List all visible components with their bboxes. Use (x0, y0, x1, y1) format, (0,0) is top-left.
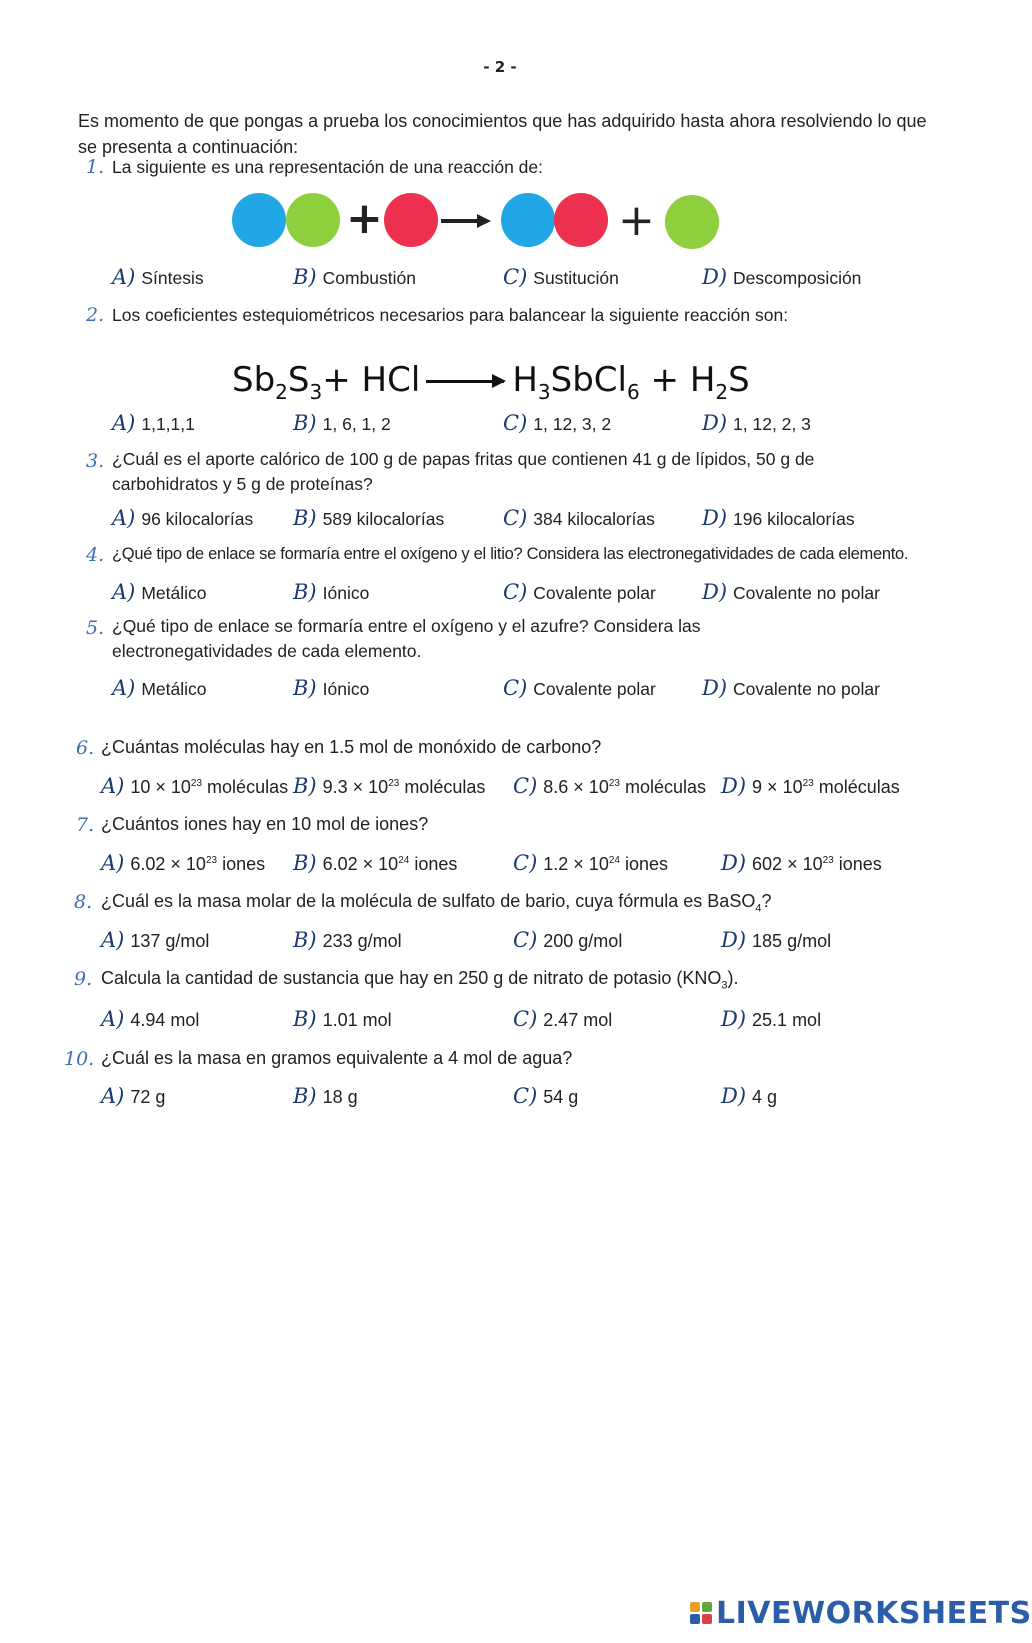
logo-text: LIVEWORKSHEETS (716, 1595, 1032, 1631)
option-a[interactable]: A) 1,1,1,1 (112, 411, 195, 435)
question-text: La siguiente es una representación de una reacción de: (112, 157, 543, 177)
chemical-equation: $Sb_2S_3+$ HCl $H_3SbCl_6 + H_2S$ (232, 360, 750, 404)
question-text: Calcula la cantidad de sustancia que hay en 250 g de nitrato de potasio $(KNO_3)$. (101, 968, 739, 992)
question-number: 3. (86, 450, 105, 472)
option-d[interactable]: D) Covalente no polar (702, 676, 880, 700)
option-c[interactable]: C) $8.6 \times 10^{23}$ moléculas (513, 774, 706, 798)
option-a[interactable]: A) 4.94 mol (101, 1007, 200, 1031)
option-d[interactable]: D) 25.1 mol (721, 1007, 822, 1031)
question-number: 9. (74, 968, 93, 990)
question-number: 2. (86, 304, 105, 326)
option-a[interactable]: A) 137 g/mol (101, 928, 210, 952)
green-atom (286, 193, 340, 247)
green-atom (665, 195, 719, 249)
red-atom (384, 193, 438, 247)
option-d[interactable]: D) 4 g (721, 1084, 778, 1108)
question-number: 4. (86, 544, 105, 566)
option-c[interactable]: C) 1, 12, 3, 2 (503, 411, 612, 435)
option-a[interactable]: A) Síntesis (112, 265, 204, 289)
option-b[interactable]: B) Combustión (293, 265, 417, 289)
option-c[interactable]: C) 384 kilocalorías (503, 506, 655, 530)
option-b[interactable]: B) $6.02 \times 10^{24}$ iones (293, 851, 458, 875)
option-c[interactable]: C) Covalente polar (503, 676, 656, 700)
option-c[interactable]: C) 200 g/mol (513, 928, 623, 952)
logo-icon (690, 1602, 712, 1624)
page-number: - 2 - (483, 58, 517, 76)
question-text: ¿Cuál es la masa molar de la molécula de sulfato de bario, cuya fórmula es BaSO$_4$? (101, 891, 772, 915)
question-number: 7. (76, 814, 95, 836)
option-b[interactable]: B) Iónico (293, 676, 370, 700)
option-d[interactable]: D) Descomposición (702, 265, 862, 289)
option-c[interactable]: C) $1.2 \times 10^{24}$ iones (513, 851, 668, 875)
blue-atom (232, 193, 286, 247)
intro-text: Es momento de que pongas a prueba los conocimientos que has adquirido hasta ahora resolviendo lo que se presenta a continuación: (78, 111, 927, 157)
option-b[interactable]: B) 1, 6, 1, 2 (293, 411, 391, 435)
option-d[interactable]: D) 1, 12, 2, 3 (702, 411, 811, 435)
reaction-diagram (225, 188, 725, 252)
option-c[interactable]: C) Sustitución (503, 265, 619, 289)
option-d[interactable]: D) 196 kilocalorías (702, 506, 855, 530)
question-number: 5. (86, 617, 105, 639)
option-a[interactable]: A) 72 g (101, 1084, 166, 1108)
option-b[interactable]: B) Iónico (293, 580, 370, 604)
option-b[interactable]: B) 1.01 mol (293, 1007, 392, 1031)
blue-atom (501, 193, 555, 247)
question-number: 10. (64, 1048, 95, 1070)
question-text: Los coeficientes estequiométricos necesarios para balancear la siguiente reacción son: (112, 305, 789, 325)
question-number: 6. (76, 737, 95, 759)
option-c[interactable]: C) 54 g (513, 1084, 579, 1108)
option-a[interactable]: A) $10 \times 10^{23}$ moléculas (101, 774, 289, 798)
option-a[interactable]: A) $6.02 \times 10^{23}$ iones (101, 851, 266, 875)
option-b[interactable]: B) 18 g (293, 1084, 358, 1108)
option-a[interactable]: A) Metálico (112, 580, 207, 604)
option-d[interactable]: D) $9 \times 10^{23}$ moléculas (721, 774, 900, 798)
option-b[interactable]: B) 233 g/mol (293, 928, 402, 952)
plus-sign: + (618, 195, 655, 246)
question-text: ¿Qué tipo de enlace se formaría entre el oxígeno y el azufre? Considera las electronegatividades de cada elemento. (112, 616, 701, 661)
question-text: ¿Cuántos iones hay en 10 mol de iones? (101, 814, 429, 834)
option-d[interactable]: D) $602 \times 10^{23}$ iones (721, 851, 882, 875)
option-a[interactable]: A) Metálico (112, 676, 207, 700)
question-text: ¿Cuántas moléculas hay en 1.5 mol de monóxido de carbono? (101, 737, 602, 757)
option-a[interactable]: A) 96 kilocalorías (112, 506, 254, 530)
question-text: ¿Cuál es el aporte calórico de 100 g de papas fritas que contienen 41 g de lípidos, 50 g de carbohidratos y 5 g de proteínas? (112, 449, 815, 494)
red-atom (554, 193, 608, 247)
reaction-arrow (426, 380, 504, 383)
plus-sign: + (346, 193, 383, 244)
question-number: 8. (74, 891, 93, 913)
option-d[interactable]: D) Covalente no polar (702, 580, 880, 604)
option-b[interactable]: B) 589 kilocalorías (293, 506, 445, 530)
option-d[interactable]: D) 185 g/mol (721, 928, 832, 952)
question-text: ¿Qué tipo de enlace se formaría entre el oxígeno y el litio? Considera las electronegatividades de cada elemento. (112, 545, 909, 563)
liveworksheets-logo[interactable] (690, 1596, 1032, 1630)
question-text: ¿Cuál es la masa en gramos equivalente a 4 mol de agua? (101, 1048, 573, 1068)
option-c[interactable]: C) 2.47 mol (513, 1007, 613, 1031)
option-c[interactable]: C) Covalente polar (503, 580, 656, 604)
question-number: 1. (86, 156, 105, 178)
option-b[interactable]: B) $9.3 \times 10^{23}$ moléculas (293, 774, 486, 798)
